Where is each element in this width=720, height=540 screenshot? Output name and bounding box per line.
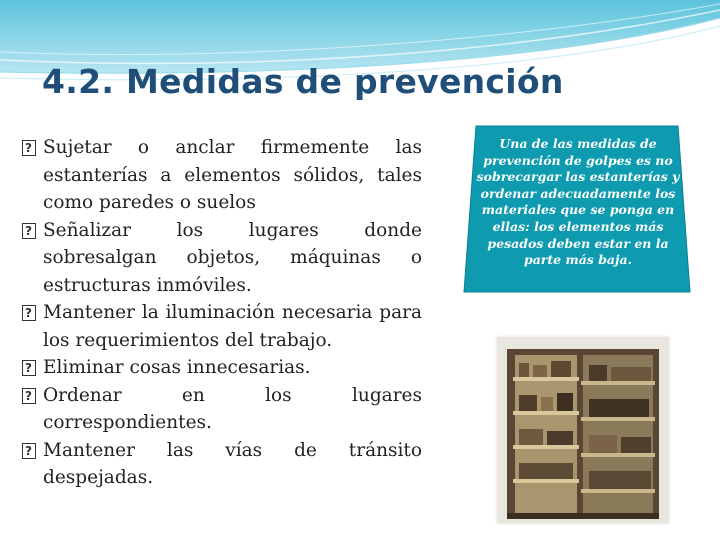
list-item-text: Mantener la iluminación necesaria para los requerimientos del trabajo. <box>43 302 422 351</box>
slide-title: 4.2. Medidas de prevención <box>42 62 564 101</box>
bullet-box-icon <box>22 140 36 156</box>
list-item-text: Ordenar en los lugares correspondientes. <box>43 384 422 433</box>
callout-text: Una de las medidas de prevención de golpes es no sobrecargar las estanterías y ordenar adecuadamente los materiales que se ponga en ellas: los elementos más pesados deben estar en la parte más baja. <box>476 136 680 268</box>
storage-shelves-image <box>497 337 669 523</box>
bullet-box-icon <box>22 360 36 376</box>
list-item-text: Sujetar o anclar firmemente las estanterías a elementos sólidos, tales como paredes o suelos <box>43 137 422 213</box>
prevention-list <box>22 134 422 492</box>
list-item-text: Señalizar los lugares donde sobresalgan objetos, máquinas o estructuras inmóviles. <box>43 219 422 296</box>
list-item-text: Eliminar cosas innecesarias. <box>43 357 311 378</box>
list-item <box>22 354 422 382</box>
bullet-box-icon <box>22 388 36 404</box>
list-item <box>22 217 422 300</box>
list-item-text: Mantener las vías de tránsito despejadas. <box>43 439 422 488</box>
callout-box <box>462 124 692 294</box>
list-item <box>22 382 422 437</box>
bullet-box-icon <box>22 305 36 321</box>
list-item <box>22 437 422 492</box>
list-item <box>22 134 422 217</box>
list-item <box>22 299 422 354</box>
bullet-box-icon <box>22 223 36 239</box>
shelves-photo <box>497 337 669 523</box>
bullet-box-icon <box>22 443 36 459</box>
